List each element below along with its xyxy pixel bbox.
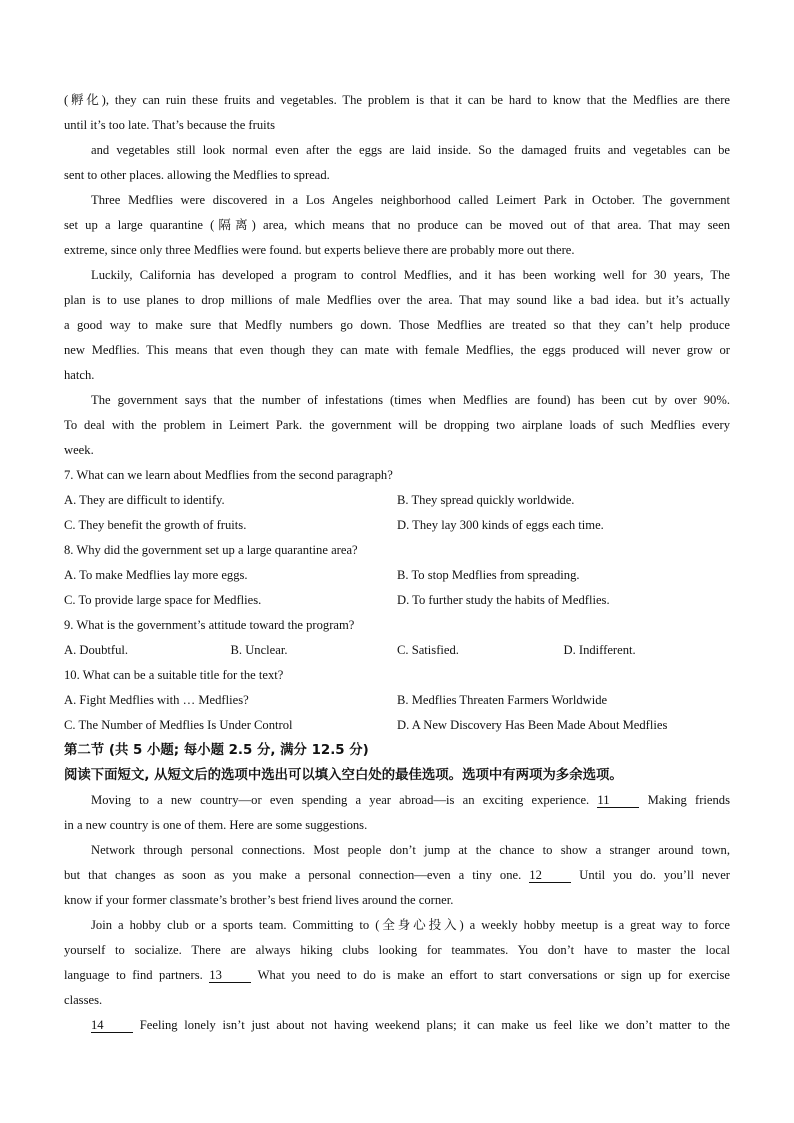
passage-line: classes.: [64, 993, 103, 1007]
option-b[interactable]: B. To stop Medflies from spreading.: [397, 568, 580, 582]
section-title: 第二节 (共 5 小题; 每小题 2.5 分, 满分 12.5 分): [64, 743, 369, 758]
question-stem: 10. What can be a suitable title for the text?: [64, 668, 284, 682]
option-d[interactable]: D. To further study the habits of Medflies.: [397, 593, 610, 607]
passage-text: language to find partners.: [64, 968, 203, 982]
passage-line: (孵化), they can ruin these fruits and vegetables. The problem is that it can be hard to know that the Medflies are there: [64, 93, 730, 107]
question-9: [64, 613, 730, 663]
passage-line: [64, 1013, 730, 1038]
blank-11[interactable]: 11: [597, 794, 639, 808]
passage-line: week.: [64, 443, 94, 457]
passage-line: [64, 963, 730, 988]
passage-line: [64, 863, 730, 888]
exam-page: [64, 88, 730, 1038]
blank-13[interactable]: 13: [209, 969, 251, 983]
question-8: [64, 538, 730, 613]
passage-line: The government says that the number of infestations (times when Medflies are found) has been cut by over 90%.: [91, 393, 730, 407]
section-instruction: 阅读下面短文, 从短文后的选项中选出可以填入空白处的最佳选项。选项中有两项为多余选项。: [64, 768, 623, 783]
option-b[interactable]: B. They spread quickly worldwide.: [397, 493, 575, 507]
passage-line: sent to other places. allowing the Medflies to spread.: [64, 168, 330, 182]
option-c[interactable]: C. They benefit the growth of fruits.: [64, 518, 247, 532]
passage-line: a good way to make sure that Medfly numbers go down. Those Medflies are treated so that they can’t help produce: [64, 318, 730, 332]
option-c[interactable]: C. Satisfied.: [397, 643, 459, 657]
option-d[interactable]: D. A New Discovery Has Been Made About Medflies: [397, 718, 668, 732]
passage-line: until it’s too late. That’s because the fruits: [64, 118, 276, 132]
question-7: [64, 463, 730, 538]
option-a[interactable]: A. Doubtful.: [64, 643, 129, 657]
option-c[interactable]: C. To provide large space for Medflies.: [64, 593, 262, 607]
passage-line: [64, 788, 730, 813]
option-c[interactable]: C. The Number of Medflies Is Under Control: [64, 718, 293, 732]
passage-line: in a new country is one of them. Here are some suggestions.: [64, 818, 368, 832]
passage-text: Feeling lonely isn’t just about not having weekend plans; it can make us feel like we don’t matter to the: [139, 1018, 730, 1032]
option-b[interactable]: B. Unclear.: [230, 643, 288, 657]
passage-text: Moving to a new country—or even spending a year abroad—is an exciting experience.: [91, 793, 590, 807]
option-a[interactable]: A. Fight Medflies with … Medflies?: [64, 693, 249, 707]
option-d[interactable]: D. Indifferent.: [563, 643, 636, 657]
passage-text: What you need to do is make an effort to start conversations or sign up for exercise: [257, 968, 730, 982]
passage-line: know if your former classmate’s brother’s best friend lives around the corner.: [64, 893, 454, 907]
passage-text: Until you do. you’ll never: [579, 868, 730, 882]
passage-text: but that changes as soon as you make a personal connection—even a tiny one.: [64, 868, 522, 882]
passage-line: Luckily, California has developed a program to control Medflies, and it has been working well for 30 years, The: [91, 268, 730, 282]
passage-line: extreme, since only three Medflies were found. but experts believe there are probably more out there.: [64, 243, 575, 257]
question-stem: 9. What is the government’s attitude toward the program?: [64, 618, 355, 632]
option-b[interactable]: B. Medflies Threaten Farmers Worldwide: [397, 693, 608, 707]
question-10: [64, 663, 730, 738]
blank-12[interactable]: 12: [529, 869, 571, 883]
passage-line: yourself to socialize. There are always hiking clubs looking for teammates. You don’t have to master the local: [64, 943, 730, 957]
question-stem: 7. What can we learn about Medflies from the second paragraph?: [64, 468, 393, 482]
passage-text: Making friends: [647, 793, 730, 807]
passage-line: Three Medflies were discovered in a Los Angeles neighborhood called Leimert Park in October. The government: [91, 193, 730, 207]
option-a[interactable]: A. To make Medflies lay more eggs.: [64, 568, 248, 582]
question-stem: 8. Why did the government set up a large quarantine area?: [64, 543, 358, 557]
reading-passage-d: [64, 788, 730, 1038]
passage-line: plan is to use planes to drop millions of male Medflies over the area. That may sound like a bad idea. but it’s actually: [64, 293, 730, 307]
blank-14[interactable]: 14: [91, 1019, 133, 1033]
reading-passage-c: [64, 88, 730, 463]
option-a[interactable]: A. They are difficult to identify.: [64, 493, 225, 507]
passage-line: and vegetables still look normal even after the eggs are laid inside. So the damaged fruits and vegetables can be: [91, 143, 730, 157]
passage-line: set up a large quarantine (隔离) area, which means that no produce can be moved out of that area. That may seen: [64, 218, 730, 232]
passage-line: hatch.: [64, 368, 95, 382]
passage-line: To deal with the problem in Leimert Park. the government will be dropping two airplane loads of such Medflies every: [64, 418, 730, 432]
passage-line: Network through personal connections. Most people don’t jump at the chance to show a stranger around town,: [91, 843, 730, 857]
option-d[interactable]: D. They lay 300 kinds of eggs each time.: [397, 518, 604, 532]
passage-line: Join a hobby club or a sports team. Committing to (全身心投入) a weekly hobby meetup is a great way to force: [91, 918, 730, 932]
passage-line: new Medflies. This means that even though they can mate with female Medflies, the eggs produced will never grow or: [64, 343, 730, 357]
